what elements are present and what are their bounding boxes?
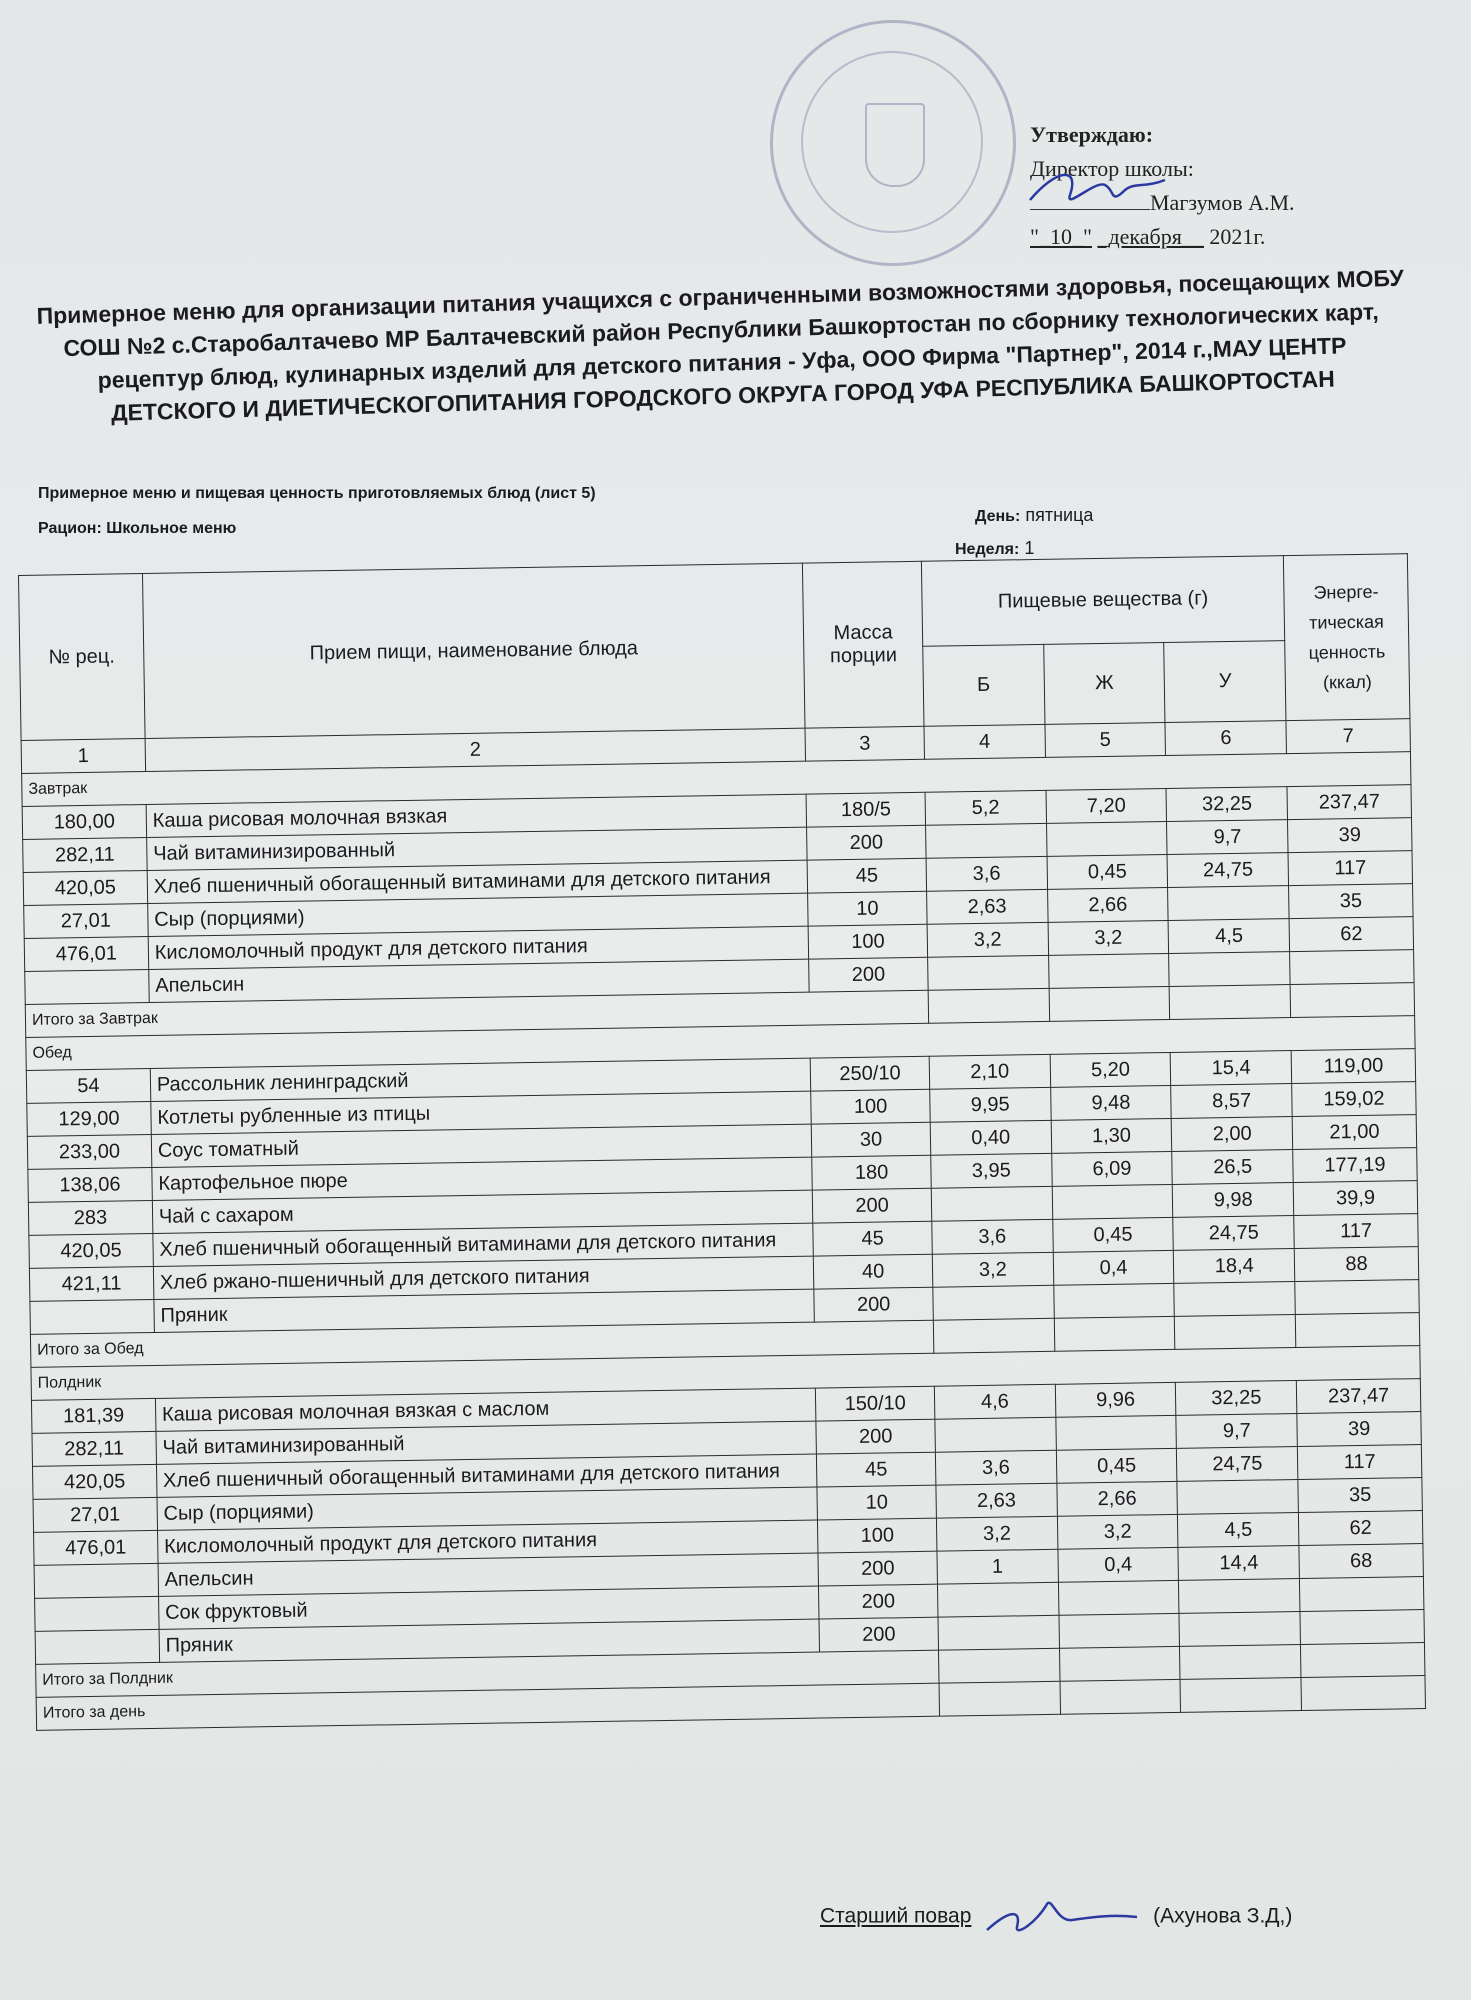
fat-value: 7,20 (1046, 788, 1167, 823)
energy-value: 117 (1294, 1214, 1418, 1249)
energy-value: 21,00 (1292, 1115, 1416, 1150)
fat-value: 0,4 (1058, 1547, 1179, 1582)
dish-name: Хлеб ржано-пшеничный для детского питания (153, 1256, 814, 1299)
carbs-value: 24,75 (1177, 1447, 1298, 1482)
protein-value (928, 955, 1049, 990)
recipe-number: 476,01 (34, 1530, 158, 1565)
footer-name: (Ахунова З.Д,) (1153, 1904, 1293, 1928)
col-num: 6 (1165, 721, 1286, 756)
total-cell (1301, 1643, 1425, 1678)
document-title: Примерное меню для организации питания учащихся с ограниченными возможностями здоровья, посещающих МОБУ СОШ №2 с.Старобалтачево МР Балтачевский район Республики Башкортостан по сборнику технологических карт, рецептур блюд, кулинарных изделий для детского питания - Уфа, ООО Фирма "Партнер", 2014 г.,МАУ ЦЕНТР ДЕТСКОГО И ДИЕТИЧЕСКОГОПИТАНИЯ ГОРОДСКОГО ОКРУГА ГОРОД УФА РЕСПУБЛИКА БАШКОРТОСТАН (36, 264, 1405, 426)
carbs-value: 9,7 (1167, 820, 1288, 855)
recipe-number: 283 (28, 1200, 152, 1235)
total-cell (933, 1318, 1054, 1353)
portion-mass: 45 (817, 1452, 936, 1487)
seal-crest-icon (865, 103, 925, 187)
dish-name: Апельсин (149, 959, 810, 1002)
col-num: 7 (1286, 719, 1410, 754)
protein-value: 2,63 (927, 889, 1048, 924)
portion-mass: 200 (807, 825, 926, 860)
total-cell (1049, 986, 1170, 1021)
ration-label: Рацион: Школьное меню (38, 520, 237, 537)
fat-value: 5,20 (1050, 1052, 1171, 1087)
total-cell (939, 1681, 1060, 1716)
col-num: 1 (21, 739, 145, 774)
fat-value (1046, 821, 1167, 856)
carbs-value (1169, 952, 1290, 987)
header-rec: № рец. (19, 574, 145, 741)
protein-value (925, 823, 1046, 858)
portion-mass: 45 (813, 1221, 932, 1256)
week-label: Неделя: (955, 541, 1020, 558)
fat-value: 6,09 (1051, 1151, 1172, 1186)
protein-value (933, 1285, 1054, 1320)
energy-value: 119,00 (1291, 1049, 1415, 1084)
carbs-value: 14,4 (1178, 1545, 1299, 1580)
protein-value (935, 1417, 1056, 1452)
portion-mass: 10 (817, 1485, 936, 1520)
energy-value: 159,02 (1292, 1082, 1416, 1117)
header-fat: Ж (1043, 642, 1165, 724)
fat-value: 1,30 (1051, 1118, 1172, 1153)
carbs-value: 24,75 (1167, 853, 1288, 888)
dish-name: Чай с сахаром (152, 1190, 813, 1233)
week-value: 1 (1024, 538, 1035, 558)
col-num: 4 (924, 724, 1045, 759)
portion-mass: 10 (808, 891, 927, 926)
recipe-number: 420,05 (23, 871, 147, 906)
protein-value: 3,6 (935, 1450, 1056, 1485)
fat-value: 9,48 (1050, 1085, 1171, 1120)
dish-name: Хлеб пшеничный обогащенный витаминами для детского питания (147, 860, 808, 903)
total-cell (1170, 985, 1291, 1020)
carbs-value: 26,5 (1172, 1150, 1293, 1185)
recipe-number: 129,00 (27, 1101, 151, 1136)
portion-mass: 40 (814, 1254, 933, 1289)
section-total-label: Итого за Обед (30, 1320, 933, 1367)
protein-value: 3,2 (936, 1516, 1057, 1551)
header-energy: Энерге-тическая ценность (ккал) (1283, 554, 1409, 721)
subtitle: Примерное меню и пищевая ценность приготовляемых блюд (лист 5) (38, 485, 596, 502)
protein-value: 4,6 (934, 1384, 1055, 1419)
dish-name: Сыр (порциями) (148, 893, 809, 936)
carbs-value: 4,5 (1178, 1513, 1299, 1548)
recipe-number: 138,06 (28, 1167, 152, 1202)
carbs-value (1174, 1282, 1295, 1317)
protein-value: 3,2 (927, 922, 1048, 957)
energy-value (1300, 1610, 1424, 1645)
carbs-value (1179, 1611, 1300, 1646)
recipe-number (34, 1563, 158, 1598)
energy-value: 35 (1289, 884, 1413, 919)
total-cell (1295, 1313, 1419, 1348)
protein-value: 0,40 (930, 1120, 1051, 1155)
carbs-value: 2,00 (1172, 1117, 1293, 1152)
portion-mass: 200 (814, 1287, 933, 1322)
total-cell (938, 1648, 1059, 1683)
energy-value: 237,47 (1287, 785, 1411, 820)
portion-mass: 100 (811, 1089, 930, 1124)
dish-name: Чай витаминизированный (156, 1421, 817, 1464)
day-value: пятница (1025, 505, 1094, 525)
dish-name: Каша рисовая молочная вязкая с маслом (155, 1388, 816, 1431)
protein-value: 2,10 (929, 1054, 1050, 1089)
fat-value: 3,2 (1048, 920, 1169, 955)
protein-value: 3,6 (926, 856, 1047, 891)
recipe-number: 421,11 (29, 1266, 153, 1301)
fat-value: 0,45 (1047, 854, 1168, 889)
day-total-label: Итого за день (36, 1683, 939, 1730)
week-field (955, 538, 1034, 559)
recipe-number: 27,01 (24, 904, 148, 939)
energy-value: 39,9 (1293, 1181, 1417, 1216)
total-cell (1060, 1679, 1181, 1714)
dish-name: Чай витаминизированный (146, 827, 807, 870)
energy-value (1300, 1577, 1424, 1612)
carbs-value: 32,25 (1176, 1381, 1297, 1416)
dish-name: Хлеб пшеничный обогащенный витаминами для детского питания (153, 1223, 814, 1266)
section-label: Завтрак (22, 752, 1411, 807)
approval-name: Магзумов А.М. (1150, 190, 1295, 215)
dish-name: Каша рисовая молочная вязкая (146, 794, 807, 837)
fat-value (1048, 953, 1169, 988)
recipe-number: 180,00 (22, 805, 146, 840)
total-cell (1180, 1644, 1301, 1679)
energy-value: 88 (1294, 1247, 1418, 1282)
recipe-number: 476,01 (24, 937, 148, 972)
fat-value (1052, 1184, 1173, 1219)
portion-mass: 200 (813, 1188, 932, 1223)
portion-mass: 200 (819, 1584, 938, 1619)
carbs-value (1177, 1480, 1298, 1515)
carbs-value: 32,25 (1166, 787, 1287, 822)
dish-name: Картофельное пюре (152, 1157, 813, 1200)
fat-value: 2,66 (1057, 1481, 1178, 1516)
section-total-label: Итого за Завтрак (25, 990, 928, 1037)
recipe-number: 282,11 (23, 838, 147, 873)
col-num: 2 (145, 728, 806, 771)
fat-value: 0,45 (1052, 1217, 1173, 1252)
energy-value (1290, 950, 1414, 985)
portion-mass: 200 (818, 1551, 937, 1586)
carbs-value (1168, 886, 1289, 921)
dish-name: Пряник (154, 1289, 815, 1332)
portion-mass: 200 (809, 957, 928, 992)
carbs-value: 9,98 (1173, 1183, 1294, 1218)
energy-value: 117 (1297, 1445, 1421, 1480)
carbs-value: 4,5 (1168, 919, 1289, 954)
energy-value: 35 (1298, 1478, 1422, 1513)
protein-value: 5,2 (925, 790, 1046, 825)
approval-date-month: _декабря__ (1097, 224, 1204, 249)
dish-name: Котлеты рубленные из птицы (151, 1091, 812, 1134)
carbs-value: 24,75 (1173, 1216, 1294, 1251)
fat-value: 0,45 (1056, 1448, 1177, 1483)
total-cell (1059, 1646, 1180, 1681)
dish-name: Соус томатный (151, 1124, 812, 1167)
protein-value: 3,95 (931, 1153, 1052, 1188)
recipe-number (25, 969, 149, 1004)
recipe-number (30, 1299, 154, 1334)
carbs-value: 9,7 (1176, 1414, 1297, 1449)
recipe-number: 54 (26, 1068, 150, 1103)
total-cell (1301, 1676, 1425, 1711)
protein-value: 2,63 (936, 1483, 1057, 1518)
day-label: День: (975, 508, 1021, 525)
protein-value: 3,6 (932, 1219, 1053, 1254)
portion-mass: 250/10 (810, 1056, 929, 1091)
recipe-number (35, 1629, 159, 1664)
total-cell (1180, 1677, 1301, 1712)
total-cell (1054, 1316, 1175, 1351)
energy-value: 39 (1297, 1412, 1421, 1447)
portion-mass: 200 (816, 1419, 935, 1454)
portion-mass: 180/5 (806, 792, 925, 827)
portion-mass: 150/10 (816, 1386, 935, 1421)
director-signature (1025, 160, 1175, 220)
protein-value: 3,2 (932, 1252, 1053, 1287)
recipe-number: 420,05 (29, 1233, 153, 1268)
header-mass: Масса порции (803, 561, 924, 728)
fat-value: 0,4 (1053, 1250, 1174, 1285)
footer-signature (820, 1892, 1292, 1942)
dish-name: Пряник (159, 1619, 820, 1662)
fat-value: 3,2 (1057, 1514, 1178, 1549)
portion-mass: 45 (807, 858, 926, 893)
dish-name: Сыр (порциями) (157, 1487, 818, 1530)
section-label: Обед (26, 1016, 1415, 1071)
menu-body (22, 752, 1426, 1731)
energy-value: 62 (1289, 917, 1413, 952)
energy-value: 237,47 (1296, 1379, 1420, 1414)
total-cell (928, 988, 1049, 1023)
approval-date (1030, 220, 1295, 254)
fat-value: 9,96 (1055, 1382, 1176, 1417)
total-cell (1175, 1315, 1296, 1350)
recipe-number: 420,05 (33, 1464, 157, 1499)
fat-value: 2,66 (1047, 887, 1168, 922)
approval-date-day: "_10_" (1030, 224, 1092, 249)
energy-value: 117 (1288, 851, 1412, 886)
header-protein: Б (923, 644, 1045, 726)
header-nutrients: Пищевые вещества (г) (921, 556, 1284, 647)
footer-role: Старший повар (820, 1904, 972, 1928)
portion-mass: 200 (819, 1617, 938, 1652)
energy-value: 62 (1299, 1511, 1423, 1546)
portion-mass: 30 (811, 1122, 930, 1157)
section-total-label: Итого за Полдник (36, 1650, 939, 1697)
portion-mass: 180 (812, 1155, 931, 1190)
approval-heading: Утверждаю: (1030, 122, 1154, 147)
portion-mass: 100 (808, 924, 927, 959)
fat-value (1058, 1580, 1179, 1615)
header-dish: Прием пищи, наименование блюда (142, 563, 805, 738)
recipe-number (35, 1596, 159, 1631)
protein-value: 1 (937, 1549, 1058, 1584)
recipe-number: 181,39 (31, 1398, 155, 1433)
dish-name: Хлеб пшеничный обогащенный витаминами для детского питания (156, 1454, 817, 1497)
recipe-number: 233,00 (27, 1134, 151, 1169)
dish-name: Кисломолочный продукт для детского питания (148, 926, 809, 969)
total-cell (1290, 983, 1414, 1018)
carbs-value: 18,4 (1174, 1249, 1295, 1284)
school-seal (770, 20, 1016, 266)
energy-value: 39 (1288, 818, 1412, 853)
fat-value (1056, 1415, 1177, 1450)
carbs-value (1179, 1578, 1300, 1613)
fat-value (1053, 1283, 1174, 1318)
header-carbs: У (1164, 641, 1286, 723)
energy-value: 68 (1299, 1544, 1423, 1579)
protein-value (931, 1186, 1052, 1221)
protein-value (938, 1615, 1059, 1650)
protein-value: 9,95 (930, 1087, 1051, 1122)
approval-date-year: 2021г. (1209, 224, 1266, 249)
dish-name: Кисломолочный продукт для детского питания (157, 1520, 818, 1563)
col-num: 5 (1045, 722, 1166, 757)
approval-role: Директор школы: (1030, 156, 1194, 181)
recipe-number: 282,11 (32, 1431, 156, 1466)
col-num: 3 (805, 726, 924, 761)
menu-table (18, 553, 1426, 1731)
energy-value (1295, 1280, 1419, 1315)
dish-name: Апельсин (158, 1553, 819, 1596)
carbs-value: 15,4 (1171, 1051, 1292, 1086)
protein-value (937, 1582, 1058, 1617)
dish-name: Сок фруктовый (158, 1586, 819, 1629)
dish-name: Рассольник ленинградский (150, 1058, 811, 1101)
section-label: Полдник (31, 1346, 1420, 1401)
carbs-value: 8,57 (1171, 1084, 1292, 1119)
portion-mass: 100 (818, 1518, 937, 1553)
recipe-number: 27,01 (33, 1497, 157, 1532)
fat-value (1059, 1613, 1180, 1648)
day-field (975, 505, 1093, 526)
cook-signature (977, 1892, 1147, 1942)
energy-value: 177,19 (1293, 1148, 1417, 1183)
